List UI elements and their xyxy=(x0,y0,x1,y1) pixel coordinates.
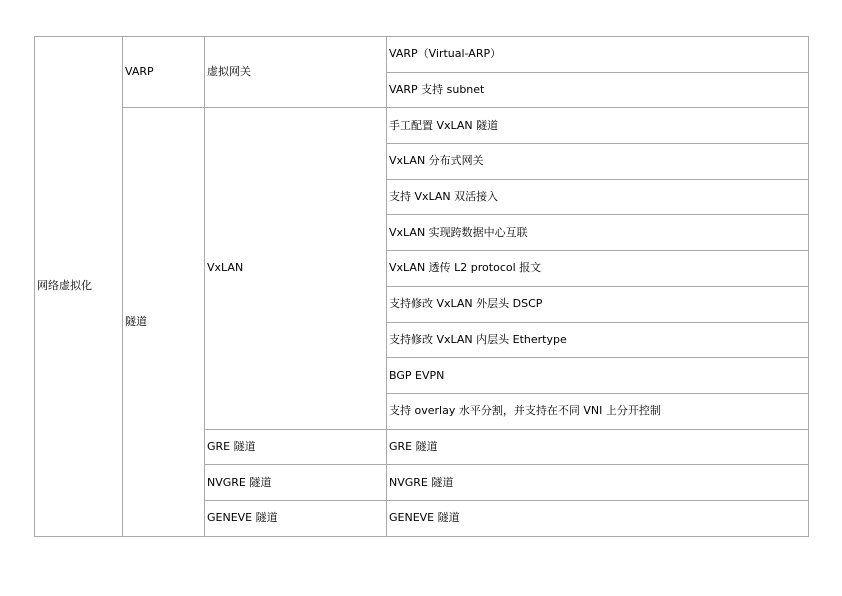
feature-cell: 支持 VxLAN 双活接入 xyxy=(387,179,809,215)
feature-cell: GRE 隧道 xyxy=(387,429,809,465)
geneve-cell: GENEVE 隧道 xyxy=(205,500,387,536)
feature-cell: BGP EVPN xyxy=(387,358,809,394)
feature-cell: VxLAN 分布式网关 xyxy=(387,144,809,180)
vxlan-cell: VxLAN xyxy=(205,108,387,429)
feature-spec-table xyxy=(34,36,809,537)
feature-cell: 支持修改 VxLAN 外层头 DSCP xyxy=(387,286,809,322)
feature-cell: VARP 支持 subnet xyxy=(387,72,809,108)
feature-cell: 支持修改 VxLAN 内层头 Ethertype xyxy=(387,322,809,358)
virtual-gateway-cell: 虚拟网关 xyxy=(205,37,387,108)
feature-cell: VxLAN 透传 L2 protocol 报文 xyxy=(387,251,809,287)
varp-cell: VARP xyxy=(123,37,205,108)
feature-cell: 支持 overlay 水平分割，并支持在不同 VNI 上分开控制 xyxy=(387,393,809,429)
feature-cell: VxLAN 实现跨数据中心互联 xyxy=(387,215,809,251)
table-row xyxy=(35,108,809,144)
tunnel-cell: 隧道 xyxy=(123,108,205,536)
feature-cell: GENEVE 隧道 xyxy=(387,500,809,536)
table-row xyxy=(35,37,809,73)
gre-cell: GRE 隧道 xyxy=(205,429,387,465)
feature-cell: NVGRE 隧道 xyxy=(387,465,809,501)
category-cell: 网络虚拟化 xyxy=(35,37,123,537)
nvgre-cell: NVGRE 隧道 xyxy=(205,465,387,501)
feature-cell: 手工配置 VxLAN 隧道 xyxy=(387,108,809,144)
feature-cell: VARP（Virtual-ARP） xyxy=(387,37,809,73)
